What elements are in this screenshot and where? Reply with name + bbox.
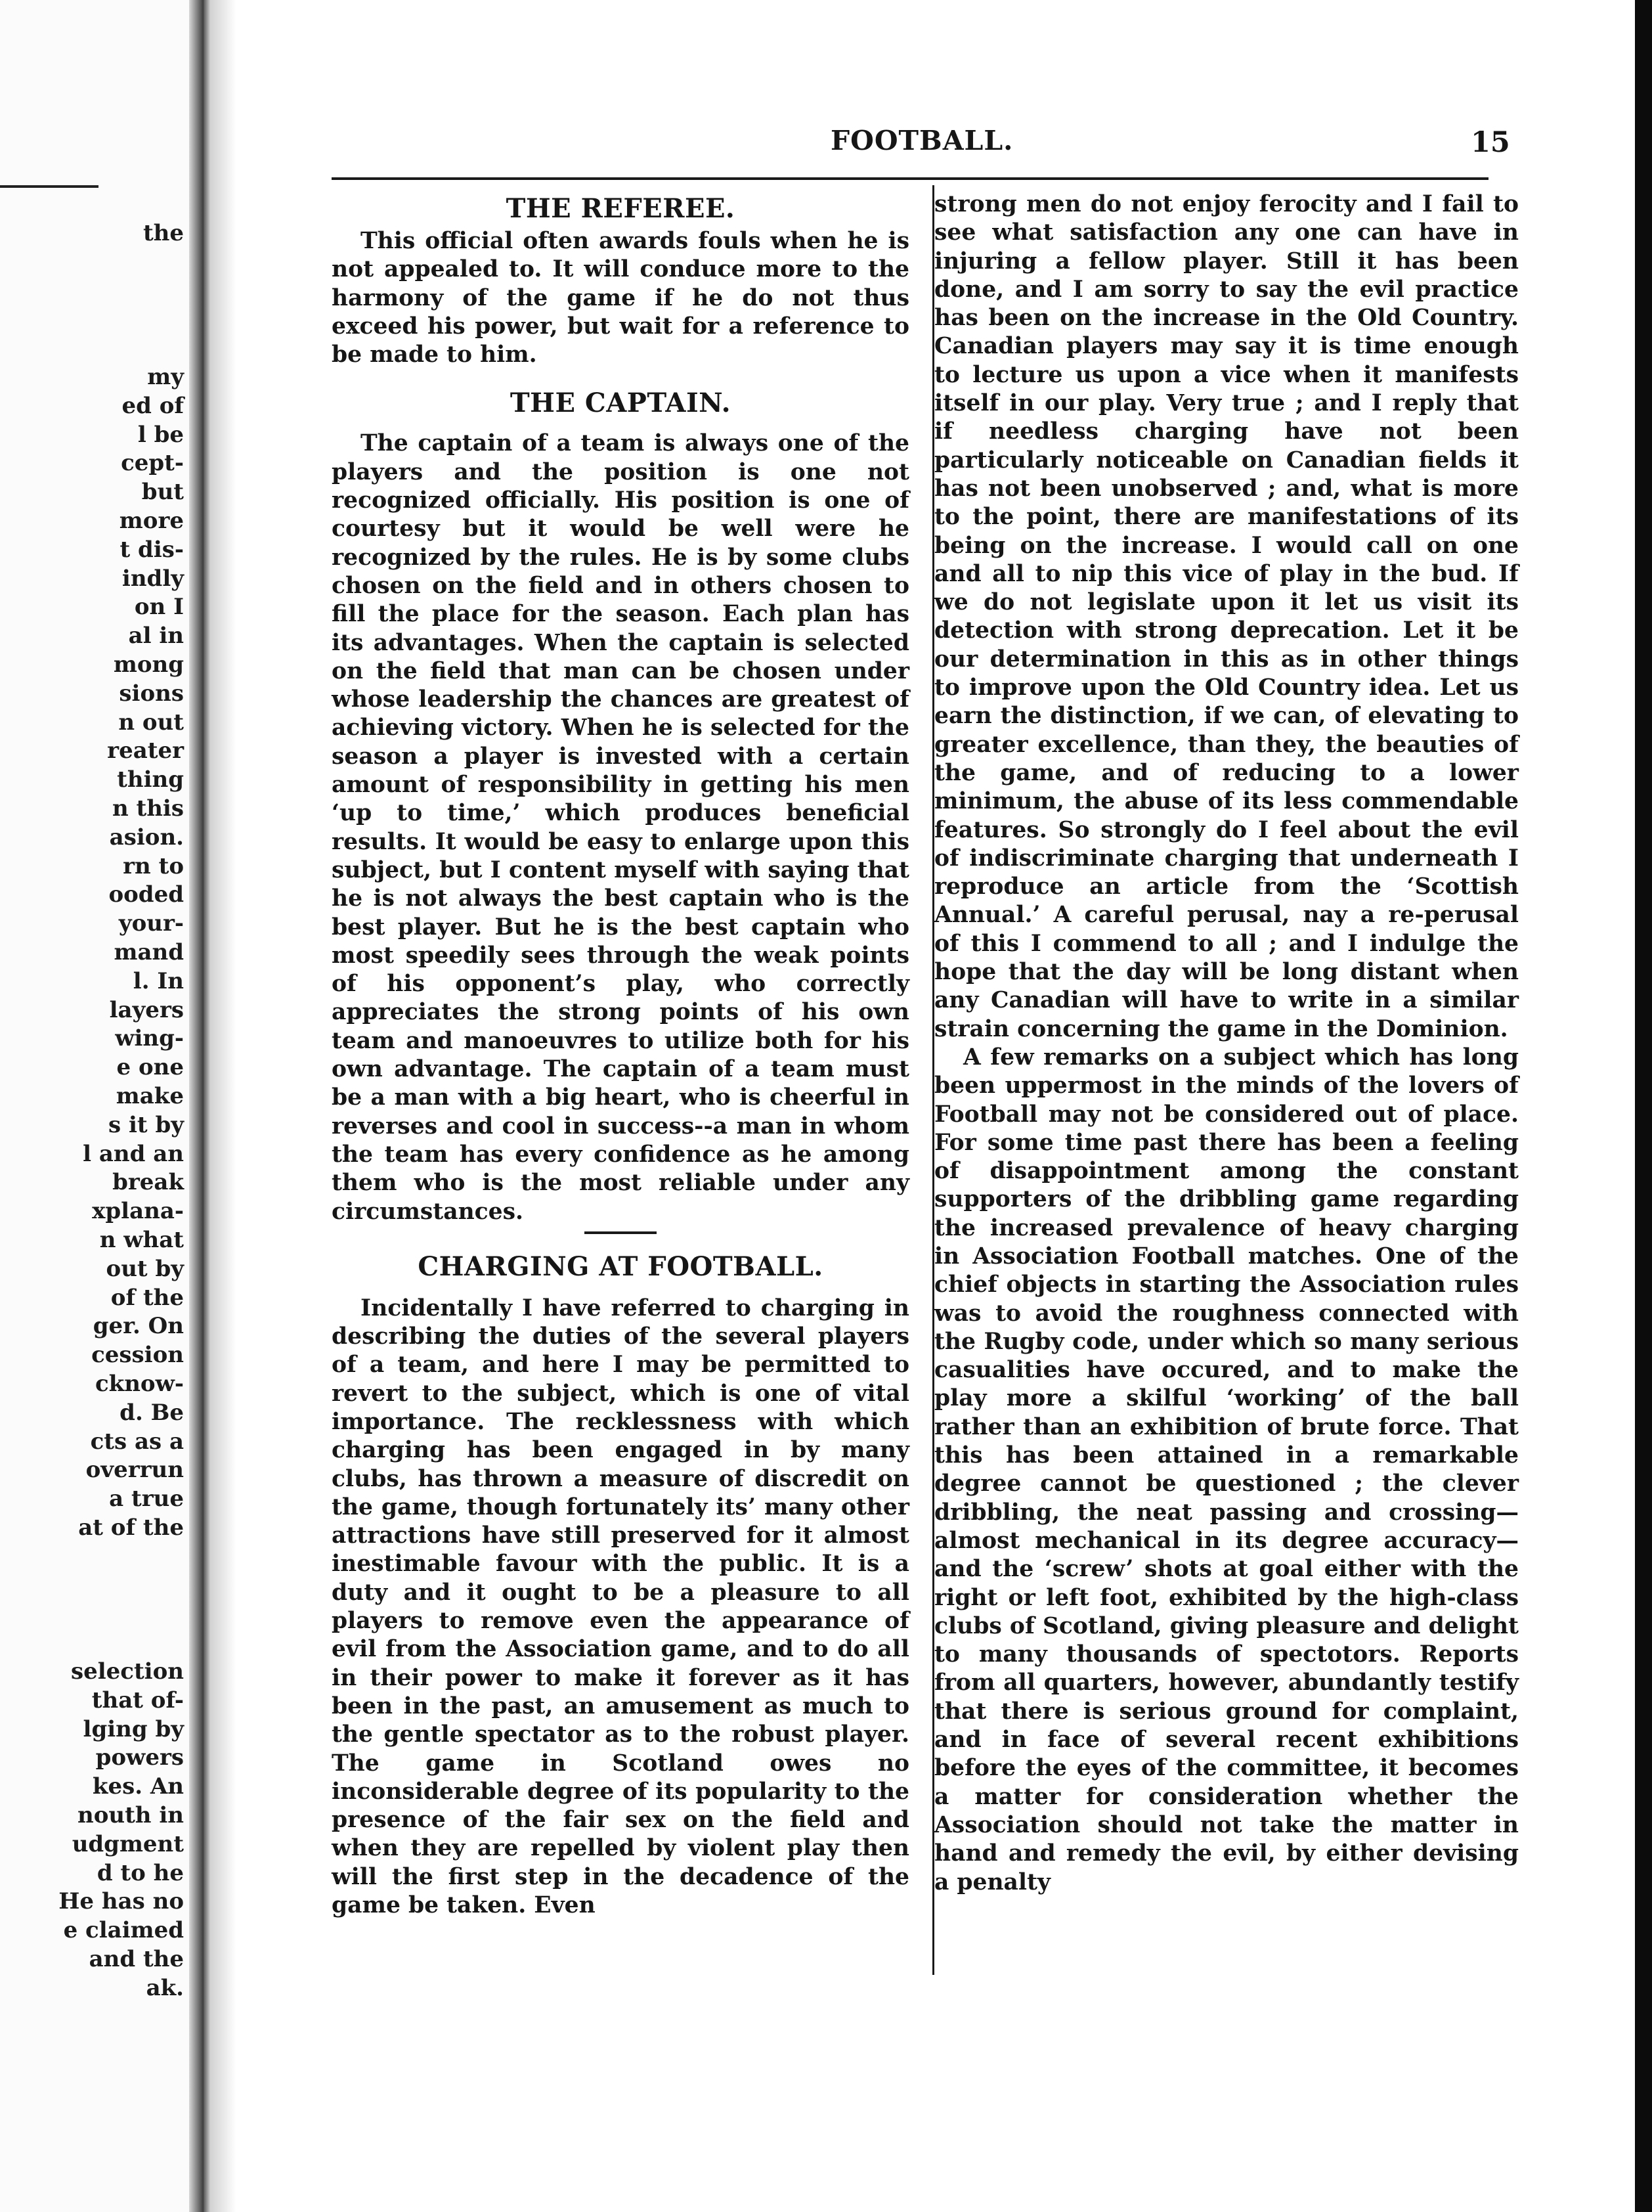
previous-page-line: cknow- — [95, 1371, 184, 1397]
previous-page-line: l and an — [83, 1140, 184, 1167]
previous-page-line: nouth in — [77, 1802, 184, 1828]
previous-page-line: at of the — [78, 1515, 184, 1541]
previous-page-line: kes. An — [92, 1773, 184, 1800]
previous-page-line: indly — [121, 565, 184, 592]
previous-page-line: more — [119, 508, 184, 534]
previous-page-line: n out — [118, 709, 184, 736]
previous-page-line: on I — [134, 594, 184, 621]
section-separator — [584, 1231, 657, 1234]
section-heading-captain: THE CAPTAIN. — [510, 387, 731, 419]
right-column — [934, 190, 1519, 1897]
previous-page-line: the — [142, 220, 184, 246]
running-title: FOOTBALL. — [831, 125, 1014, 156]
previous-page-line: out by — [106, 1255, 184, 1282]
previous-page-line: sions — [119, 680, 184, 707]
previous-page-line: overrun — [85, 1457, 184, 1484]
previous-page-line: ooded — [108, 881, 184, 908]
previous-page-line: e claimed — [63, 1917, 184, 1944]
previous-page-line: of the — [110, 1284, 184, 1311]
previous-page-line: mong — [113, 652, 184, 678]
previous-page-line: but — [141, 479, 184, 506]
previous-page-line: udgment — [72, 1830, 184, 1857]
left-column — [332, 190, 909, 1920]
book-gutter — [189, 0, 204, 2212]
previous-page-line: break — [112, 1169, 184, 1196]
header-rule — [332, 177, 1489, 180]
previous-page-line: d. Be — [120, 1399, 184, 1426]
previous-page-line: t dis- — [120, 536, 184, 563]
paragraph-charging: Incidentally I have referred to charging in describing the duties of the several players of a team, and here I may be permitted to revert to the subject, which is one of vital importance. The recklessness with which charging has been engaged in by many clubs, has thrown a measure of discredit on the game, though fortunately its’ many other attractions have still preserved for it almost inestimable favour with the public. It is a duty and it ought to be a pleasure to all players to remove even the appearance of evil from the Association game, and to do all in their power to make it forever as it has been in the past, an amusement as much to the gentle spectator as to the robust player. The game in Scotland owes no inconsiderable degree of its popularity to the presence of the fair sex on the field and when they are repelled by violent play then will the first step in the decadence of the game be taken. Even — [332, 1294, 909, 1919]
paragraph-captain: The captain of a team is always one of the players and the position is one not recognized officially. His position is one of courtesy but it would be well were he recognized by the rules. He is by some clubs chosen on the field and in others chosen to fill the place for the season. Each plan has its advantages. When the captain is selected on the field that man can be chosen under whose leadership the chances are greatest of achieving victory. When he is selected for the season a player is invested with a certain amount of responsibility in getting his men ‘up to time,’ which produces beneficial results. It would be easy to enlarge upon this subject, but I content myself with saying that he is not always the best captain who is the best player. But he is the best captain who most speedily sees through the weak points of his opponent’s play, who correctly appreciates the strong points of his own team and manoeuvres to utilize both for his own advantage. The captain of a team must be a man with a big heart, who is cheerful in reverses and cool in success--a man in whom the team has every confidence as he among them who is the most reliable under any circumstances. — [332, 430, 909, 1225]
scan-border — [1635, 0, 1652, 2212]
previous-page-line: l. In — [133, 967, 184, 994]
previous-page-line: n this — [112, 795, 184, 822]
previous-page-line: rn to — [123, 852, 184, 879]
section-heading-referee: THE REFEREE. — [506, 193, 735, 224]
previous-page-line: powers — [95, 1744, 184, 1771]
previous-page-line: layers — [109, 996, 184, 1023]
previous-page-fragment — [0, 0, 204, 2212]
previous-page-line: al in — [128, 623, 184, 650]
page-number: 15 — [1471, 126, 1510, 159]
page-edge — [204, 0, 210, 2212]
paragraph-scottish-annual: A few remarks on a subject which has long been uppermost in the minds of the lovers of Football may not be considered out of place. For some time past there has been a feeling of disappointment among the constant supporters of the dribbling game regarding the increased prevalence of heavy charging in Association Football matches. One of the chief objects in starting the Association rules was to avoid the roughness connected with the Rugby code, under which so many serious casualities have occured, and to make the play more a skilful ‘working’ of the ball rather than an exhibition of brute force. That this has been attained in a remarkable degree cannot be questioned ; the clever dribbling, the neat passing and crossing—almost mechanical in its degree accuracy—and the ‘screw’ shots at goal either with the right or left foot, exhibited by the high-class clubs of Scotland, giving pleasure and delight to many thousands of spectotors. Reports from all quarters, however, abundantly testify that there is serious ground for complaint, and in face of several recent exhibitions before the eyes of the committee, it becomes a matter for consideration whether the Association should not take the matter in hand and remedy the evil, by either devising a penalty — [934, 1044, 1519, 1895]
previous-page-line: lging by — [83, 1715, 184, 1742]
previous-page-line: a true — [109, 1486, 184, 1513]
previous-page-line: cession — [91, 1342, 184, 1369]
previous-page-line: mand — [114, 939, 184, 965]
previous-page-line: reater — [107, 738, 184, 764]
previous-page-line: your- — [118, 910, 184, 937]
previous-page-line: s it by — [108, 1111, 184, 1138]
previous-page-line: cept- — [121, 450, 184, 477]
previous-page-line: n what — [99, 1227, 184, 1253]
previous-page-line: ed of — [121, 392, 184, 419]
previous-page-line: and the — [89, 1946, 184, 1972]
previous-page-line: that of- — [91, 1687, 184, 1714]
previous-page-line: xplana- — [92, 1198, 184, 1225]
previous-page-line: e one — [116, 1054, 184, 1081]
previous-page-line: d to he — [97, 1859, 184, 1886]
previous-page-line: ak. — [146, 1974, 184, 2001]
previous-page-line: asion. — [109, 824, 184, 851]
previous-page-line: make — [116, 1083, 184, 1109]
fold-shadow — [210, 0, 236, 2212]
previous-page-header-rule — [0, 185, 98, 188]
previous-page-line: cts as a — [90, 1428, 184, 1455]
previous-page-line: my — [147, 364, 184, 390]
previous-page-line: selection — [70, 1658, 184, 1685]
paragraph-referee: This official often awards fouls when he is not appealed to. It will conduce more to the harmony of the game if he do not thus exceed his power, but wait for a reference to be made to him. — [332, 228, 909, 368]
section-heading-charging: CHARGING AT FOOTBALL. — [418, 1250, 823, 1282]
previous-page-line: He has no — [58, 1888, 184, 1915]
previous-page-line: l be — [137, 421, 184, 448]
previous-page-line: wing- — [115, 1025, 184, 1052]
paragraph-charging-continued: strong men do not enjoy ferocity and I fail to see what satisfaction any one can have in injuring a fellow player. Still it has been done, and I am sorry to say the evil practice has been on the increase in the Old Country. Canadian players may say it is time enough to lecture us upon a vice when it manifests itself in our play. Very true ; and I reply that if needless charging have not been particularly noticeable on Canadian fields it has not been unobserved ; and, what is more to the point, there are manifestations of its being on the increase. I would call on one and all to nip this vice of play in the bud. If we do not legislate upon it let us visit its detection with strong deprecation. Let it be our determination in this as in other things to improve upon the Old Country idea. Let us earn the distinction, if we can, of elevating to greater excellence, than they, the beauties of the game, and of reducing to a lower minimum, the abuse of its less commendable features. So strongly do I feel about the evil of indiscriminate charging that underneath I reproduce an article from the ‘Scottish Annual.’ A careful perusal, nay a re-perusal of this I commend to all ; and I indulge the hope that the day will be long distant when any Canadian will have to write in a similar strain concerning the game in the Dominion. — [934, 191, 1519, 1042]
previous-page-line: thing — [117, 766, 184, 793]
previous-page-line: ger. On — [93, 1313, 184, 1340]
